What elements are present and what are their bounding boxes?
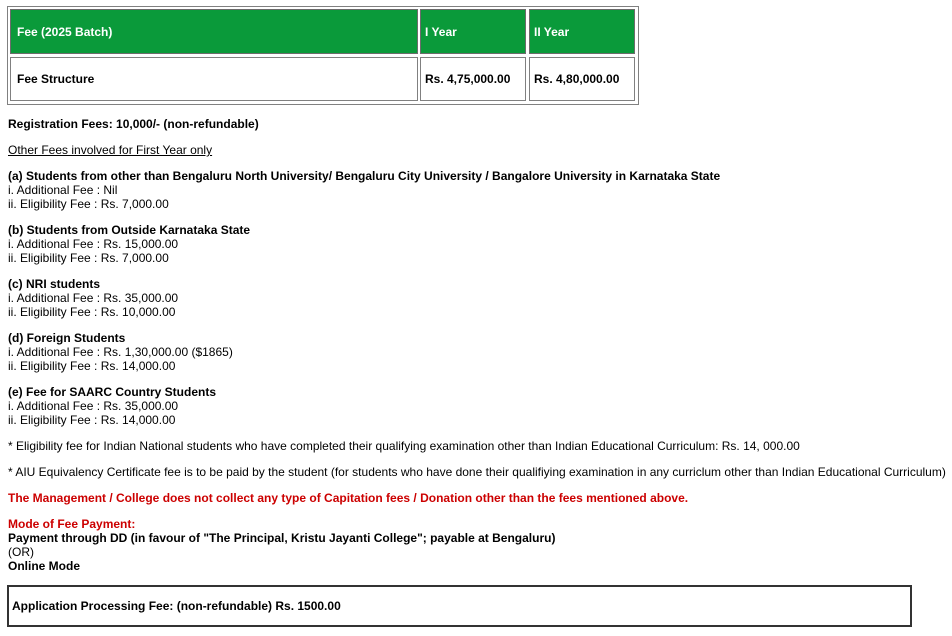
header-fee-batch: Fee (2025 Batch) [10,9,418,54]
payment-or: (OR) [8,545,34,559]
payment-mode-title: Mode of Fee Payment: [8,517,136,531]
category-b-eligibility: ii. Eligibility Fee : Rs. 7,000.00 [8,251,169,265]
category-d-eligibility: ii. Eligibility Fee : Rs. 14,000.00 [8,359,176,373]
category-b-additional: i. Additional Fee : Rs. 15,000.00 [8,237,179,251]
category-e-title: (e) Fee for SAARC Country Students [8,385,217,399]
category-e-additional: i. Additional Fee : Rs. 35,000.00 [8,399,179,413]
note-aiu: * AIU Equivalency Certificate fee is to be paid by the student (for students who have done their qualifiying examination in any curriclum other than Indian Educational Curriculum) [8,465,946,479]
category-c-eligibility: ii. Eligibility Fee : Rs. 10,000.00 [8,305,176,319]
registration-fees: Registration Fees: 10,000/- (non-refundable) [8,117,259,131]
row-fee-structure-label: Fee Structure [10,57,418,101]
processing-fee-box [7,585,912,627]
row-second-year-fee: Rs. 4,80,000.00 [529,57,635,101]
fee-table [7,6,639,105]
category-e-eligibility: ii. Eligibility Fee : Rs. 14,000.00 [8,413,176,427]
capitation-notice: The Management / College does not collect any type of Capitation fees / Donation other than the fees mentioned above. [8,491,689,505]
header-second-year: II Year [529,9,635,54]
category-a-eligibility: ii. Eligibility Fee : Rs. 7,000.00 [8,197,169,211]
payment-dd: Payment through DD (in favour of "The Principal, Kristu Jayanti College"; payable at Bengaluru) [8,531,556,545]
category-d-title: (d) Foreign Students [8,331,126,345]
row-first-year-fee: Rs. 4,75,000.00 [420,57,526,101]
payment-online: Online Mode [8,559,80,573]
category-c-additional: i. Additional Fee : Rs. 35,000.00 [8,291,179,305]
processing-fee-text: Application Processing Fee: (non-refundable) Rs. 1500.00 [12,599,341,613]
category-b-title: (b) Students from Outside Karnataka State [8,223,251,237]
category-c-title: (c) NRI students [8,277,101,291]
note-eligibility: * Eligibility fee for Indian National students who have completed their qualifying examination other than Indian Educational Curriculum: Rs. 14, 000.00 [8,439,800,453]
category-a-title: (a) Students from other than Bengaluru North University/ Bengaluru City University / Bangalore University in Karnataka State [8,169,721,183]
header-first-year: I Year [420,9,526,54]
category-a-additional: i. Additional Fee : Nil [8,183,118,197]
category-d-additional: i. Additional Fee : Rs. 1,30,000.00 ($1865) [8,345,233,359]
other-fees-title: Other Fees involved for First Year only [8,143,213,157]
